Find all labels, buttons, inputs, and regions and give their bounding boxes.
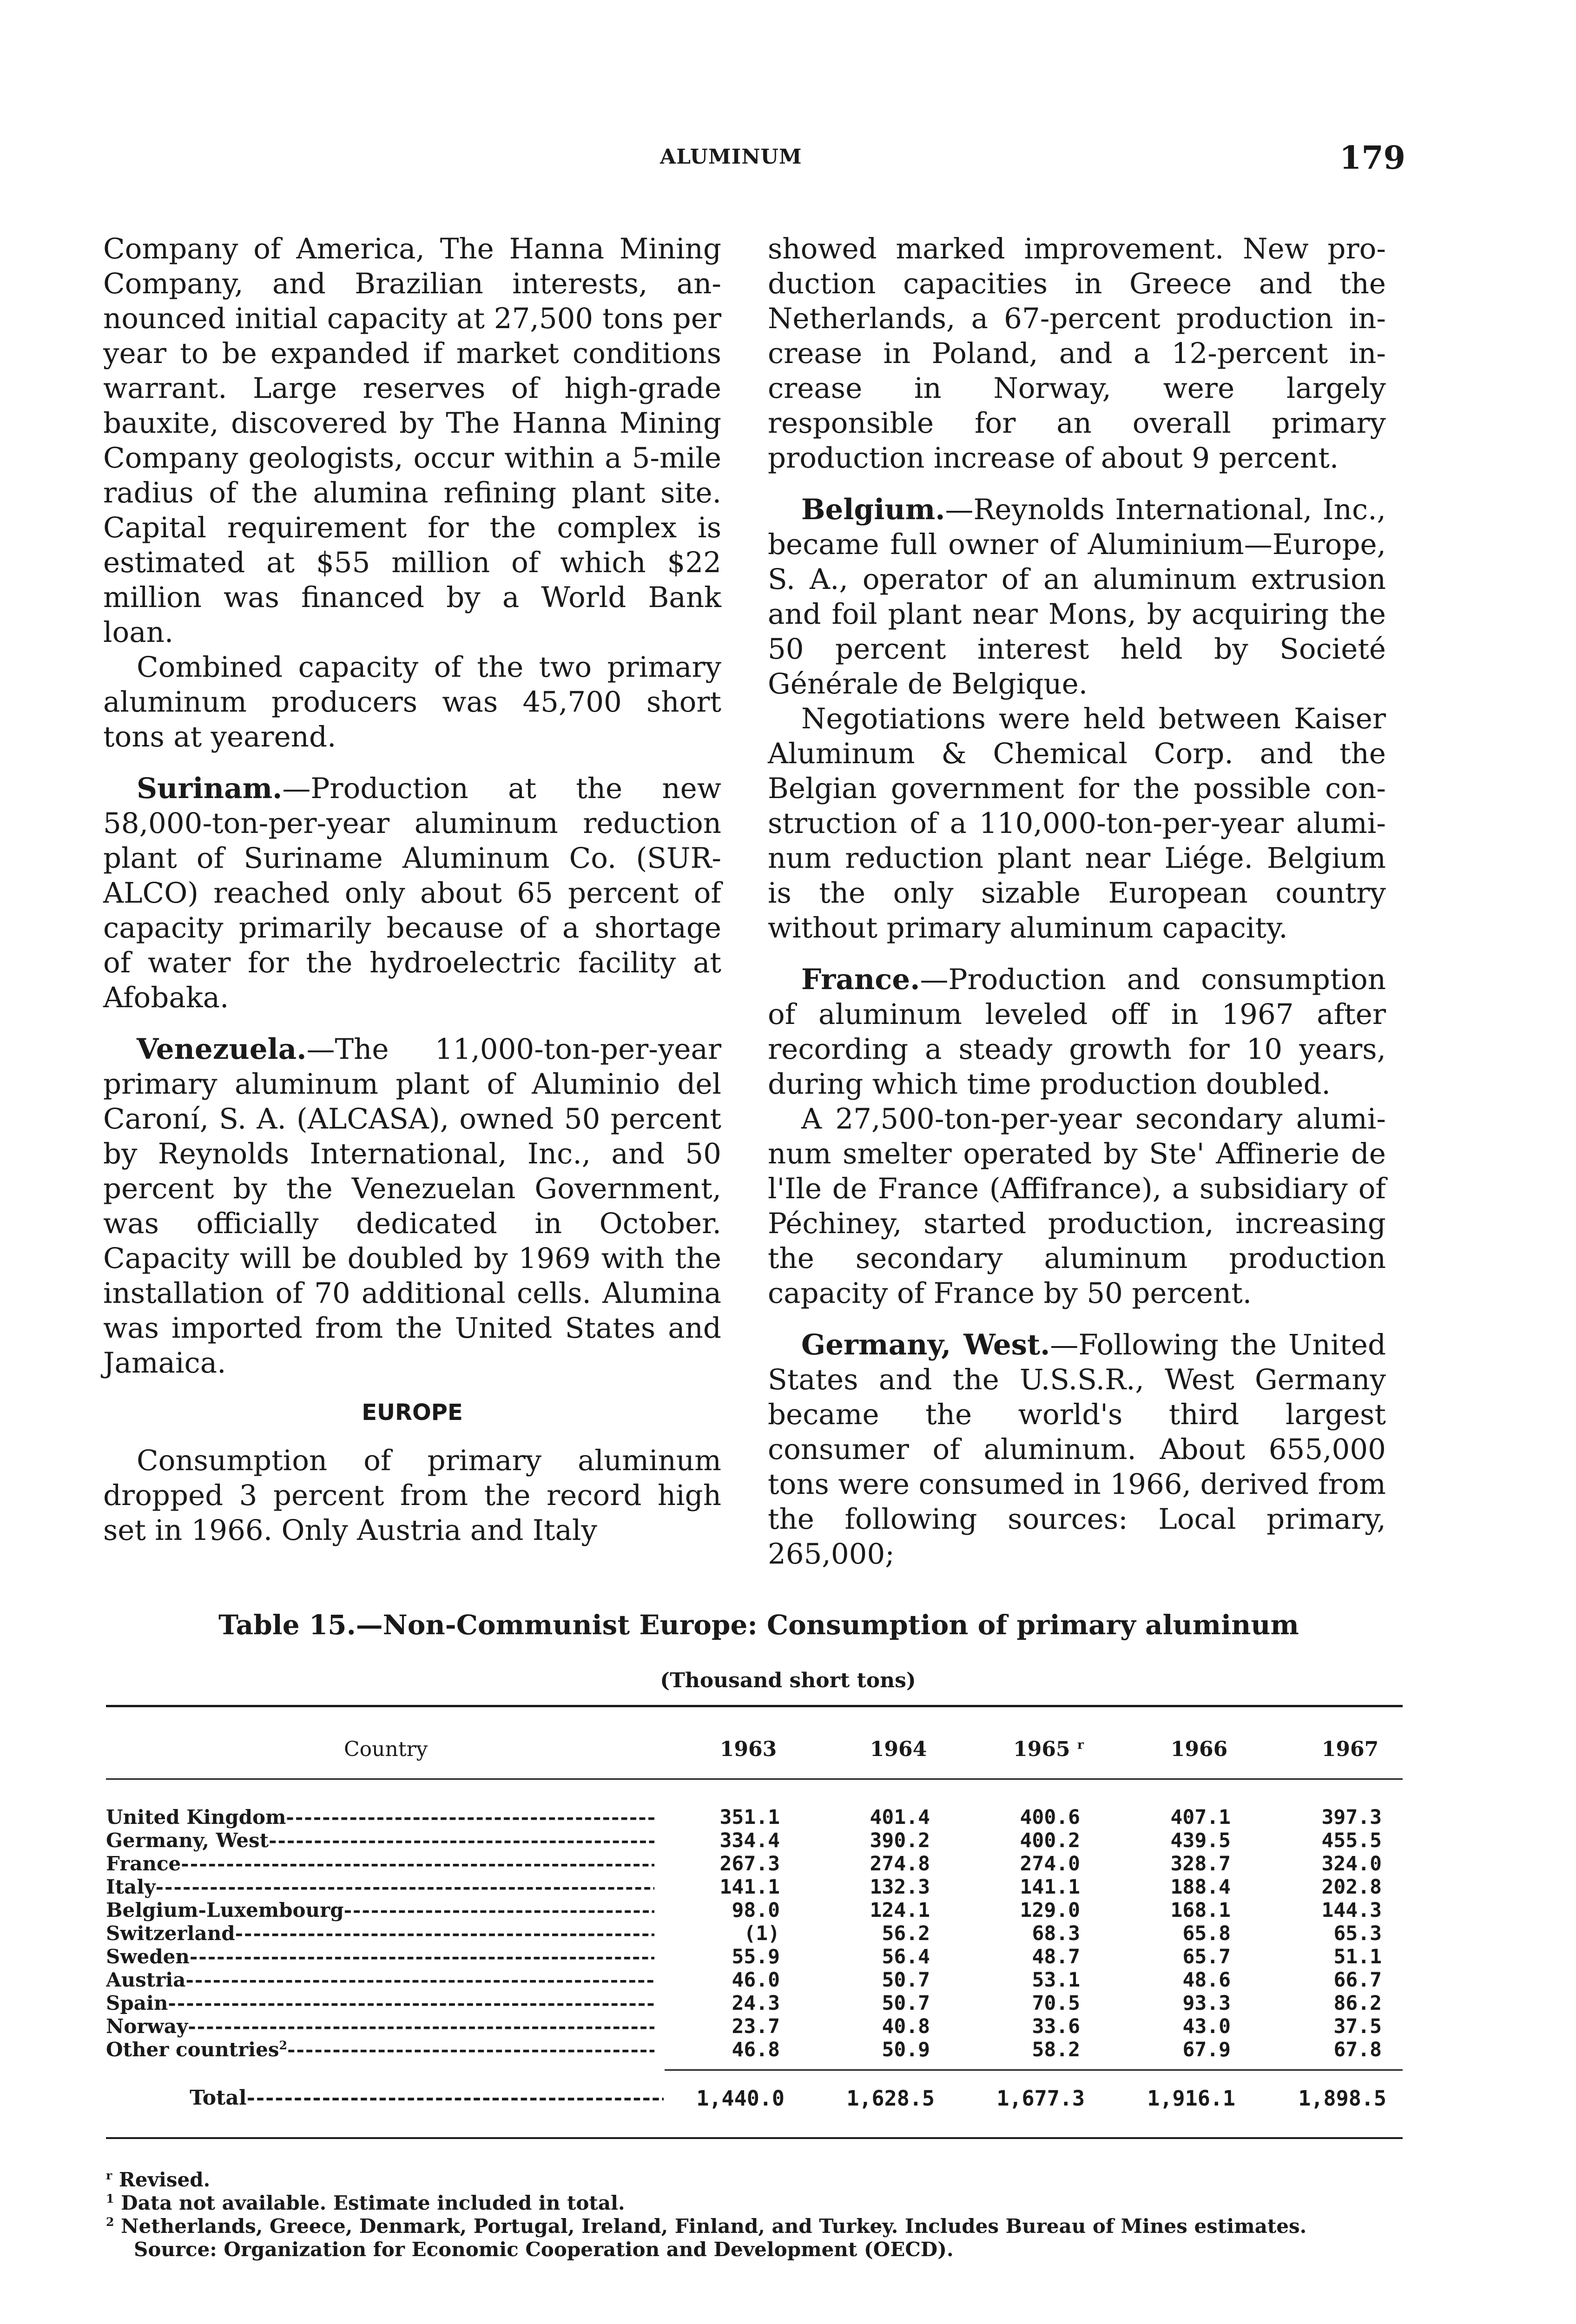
value-cell: 67.8 bbox=[1333, 2038, 1382, 2061]
country-cell bbox=[106, 1806, 654, 1829]
value-cell: 439.5 bbox=[1170, 1829, 1231, 1852]
left-column bbox=[103, 231, 721, 1548]
footnote-text: Revised. bbox=[119, 2168, 211, 2191]
paragraph-text: —Production at the new 58,000-ton-per-year aluminum reduction plant of Suriname Aluminum Co. (SURALCO) reached only about 65 percent of capacity primarily because of a shortage of water for the hydroelectric facility at Afobaka. bbox=[103, 772, 721, 1014]
paragraph: Company of America, The Hanna Mining Company, and Brazilian interests, announced initial capacity at 27,500 tons per year to be expanded if market conditions warrant. Large reserves of high-grade bauxite, discovered by The Hanna Mining Company geologists, occur within a 5-mile radius of the alumina refining plant site. Capital requirement for the complex is estimated at $55 million of which $22 million was financed by a World Bank loan. bbox=[103, 232, 721, 649]
table-row bbox=[106, 2015, 1403, 2038]
paragraph-lead: Belgium. bbox=[801, 493, 945, 526]
paragraph: A 27,500-ton-per-year secondary aluminum smelter operated by Ste' Affinerie de l'Ile de France (Affifrance), a subsidiary of Péchiney, started production, increasing the secondary aluminum production capacity of France by 50 percent. bbox=[768, 1103, 1386, 1310]
paragraph-text: —Reynolds International, Inc., became full owner of Aluminium—Europe, S. A., operator of an aluminum extrusion and foil plant near Mons, by acquiring the 50 percent interest held by Societé Générale de Belgique. bbox=[768, 493, 1386, 700]
country-name: Belgium-Luxembourg bbox=[106, 1899, 344, 1921]
country-name: Other countries bbox=[106, 2038, 279, 2061]
column-header-1963: 1963 bbox=[719, 1737, 777, 1761]
paragraph-germany bbox=[768, 1327, 1386, 1571]
value-cell: 66.7 bbox=[1333, 1968, 1382, 1992]
table-row bbox=[106, 1852, 1403, 1875]
country-name: Italy bbox=[106, 1875, 156, 1898]
country-name: Spain bbox=[106, 1992, 168, 2014]
table-row bbox=[106, 2038, 1403, 2061]
country-name: United Kingdom bbox=[106, 1806, 286, 1829]
paragraph: showed marked improvement. New production capacities in Greece and the Netherlands, a 67-percent production increase in Poland, and a 12-percent increase in Norway, were largely responsible for an overall primary production increase of about 9 percent. bbox=[768, 232, 1386, 475]
column-header-1966: 1966 bbox=[1170, 1737, 1228, 1761]
value-cell: 50.7 bbox=[882, 1968, 930, 1992]
column-header-year: 1965 bbox=[1013, 1737, 1070, 1761]
value-cell: 400.2 bbox=[1020, 1829, 1080, 1852]
paragraph-lead: Germany, West. bbox=[801, 1328, 1050, 1361]
paragraph-venezuela bbox=[103, 1032, 721, 1380]
value-cell: 390.2 bbox=[870, 1829, 930, 1852]
paragraph-lead: Venezuela. bbox=[137, 1033, 307, 1066]
value-cell: 50.7 bbox=[882, 1992, 930, 2015]
value-cell: 334.4 bbox=[719, 1829, 780, 1852]
country-cell bbox=[106, 1829, 654, 1852]
column-header-1964: 1964 bbox=[870, 1737, 927, 1761]
table-top-rule bbox=[106, 1705, 1403, 1707]
value-cell: (1) bbox=[744, 1922, 780, 1945]
value-cell: 351.1 bbox=[719, 1806, 780, 1829]
total-cell: 1,440.0 bbox=[696, 2086, 785, 2111]
running-head: ALUMINUM bbox=[660, 145, 802, 169]
section-heading: EUROPE bbox=[362, 1400, 463, 1426]
value-cell: 144.3 bbox=[1321, 1899, 1382, 1922]
table-unit: (Thousand short tons) bbox=[660, 1669, 916, 1692]
total-cell: 1,628.5 bbox=[846, 2086, 935, 2111]
value-cell: 274.8 bbox=[870, 1852, 930, 1875]
value-cell: 168.1 bbox=[1170, 1899, 1231, 1922]
paragraph-belgium bbox=[768, 492, 1386, 701]
value-cell: 274.0 bbox=[1020, 1852, 1080, 1875]
table-title: Table 15.—Non-Communist Europe: Consumption of primary aluminum bbox=[218, 1609, 1299, 1641]
column-header-1965 bbox=[979, 1737, 1118, 1761]
footnote-marker: 1 bbox=[106, 2192, 114, 2205]
footnote-marker: 2 bbox=[279, 2038, 288, 2052]
footnote-2 bbox=[106, 2215, 1403, 2238]
table-row bbox=[106, 1968, 1403, 1992]
value-cell: 324.0 bbox=[1321, 1852, 1382, 1875]
paragraph-text: —The 11,000-ton-per-year primary aluminum plant of Aluminio del Caroní, S. A. (ALCASA), owned 50 percent by Reynolds International, Inc., and 50 percent by the Venezuelan Government, was officially dedicated in October. Capacity will be doubled by 1969 with the installation of 70 additional cells. Alumina was imported from the United States and Jamaica. bbox=[103, 1033, 721, 1380]
country-cell bbox=[106, 1945, 654, 1968]
country-cell bbox=[106, 1852, 654, 1875]
paragraph-text: —Production and consumption of aluminum leveled off in 1967 after recording a steady growth for 10 years, during which time production doubled. bbox=[768, 963, 1386, 1101]
paragraph-lead: France. bbox=[801, 963, 920, 996]
value-cell: 397.3 bbox=[1321, 1806, 1382, 1829]
table-header-rule bbox=[106, 1778, 1403, 1780]
value-cell: 141.1 bbox=[1020, 1875, 1080, 1899]
value-cell: 202.8 bbox=[1321, 1875, 1382, 1899]
value-cell: 65.3 bbox=[1333, 1922, 1382, 1945]
table-row bbox=[106, 1829, 1403, 1852]
paragraph-lead: Surinam. bbox=[137, 772, 283, 805]
footnote-marker: 2 bbox=[106, 2215, 114, 2229]
value-cell: 43.0 bbox=[1182, 2015, 1231, 2038]
value-cell: 46.8 bbox=[732, 2038, 780, 2061]
value-cell: 67.9 bbox=[1182, 2038, 1231, 2061]
country-name: Germany, West bbox=[106, 1829, 269, 1852]
value-cell: 68.3 bbox=[1032, 1922, 1080, 1945]
table-row bbox=[106, 1992, 1403, 2015]
value-cell: 58.2 bbox=[1032, 2038, 1080, 2061]
country-name: Austria bbox=[106, 1968, 186, 1991]
value-cell: 132.3 bbox=[870, 1875, 930, 1899]
total-cell: 1,677.3 bbox=[996, 2086, 1085, 2111]
value-cell: 33.6 bbox=[1032, 2015, 1080, 2038]
value-cell: 141.1 bbox=[719, 1875, 780, 1899]
column-header-1967: 1967 bbox=[1321, 1737, 1379, 1761]
paragraph-france bbox=[768, 962, 1386, 1102]
value-cell: 48.6 bbox=[1182, 1968, 1231, 1992]
value-cell: 188.4 bbox=[1170, 1875, 1231, 1899]
value-cell: 400.6 bbox=[1020, 1806, 1080, 1829]
value-cell: 48.7 bbox=[1032, 1945, 1080, 1968]
value-cell: 267.3 bbox=[719, 1852, 780, 1875]
country-cell bbox=[106, 1875, 654, 1899]
country-cell bbox=[106, 2015, 654, 2038]
value-cell: 56.2 bbox=[882, 1922, 930, 1945]
value-cell: 70.5 bbox=[1032, 1992, 1080, 2015]
country-name: France bbox=[106, 1852, 181, 1875]
footnote-marker: r bbox=[106, 2168, 112, 2182]
value-cell: 51.1 bbox=[1333, 1945, 1382, 1968]
value-cell: 53.1 bbox=[1032, 1968, 1080, 1992]
footnote-text: Netherlands, Greece, Denmark, Portugal, Ireland, Finland, and Turkey. Includes Bureau of Mines estimates. bbox=[121, 2215, 1307, 2238]
value-cell: 65.7 bbox=[1182, 1945, 1231, 1968]
value-cell: 23.7 bbox=[732, 2015, 780, 2038]
footnote-1 bbox=[106, 2192, 1403, 2215]
right-column bbox=[768, 231, 1386, 1571]
table-body bbox=[106, 1806, 1403, 2061]
country-cell bbox=[106, 2038, 654, 2061]
country-cell bbox=[106, 1992, 654, 2015]
country-cell bbox=[106, 1899, 654, 1922]
table-row bbox=[106, 1875, 1403, 1899]
country-cell bbox=[106, 1968, 654, 1992]
table-row bbox=[106, 1922, 1403, 1945]
value-cell: 328.7 bbox=[1170, 1852, 1231, 1875]
country-name: Norway bbox=[106, 2015, 188, 2038]
footnotes bbox=[106, 2168, 1403, 2261]
footnote-text: Data not available. Estimate included in total. bbox=[121, 2192, 625, 2214]
value-cell: 129.0 bbox=[1020, 1899, 1080, 1922]
value-cell: 65.8 bbox=[1182, 1922, 1231, 1945]
value-cell: 46.0 bbox=[732, 1968, 780, 1992]
paragraph: Combined capacity of the two primary aluminum producers was 45,700 short tons at yearend. bbox=[103, 651, 721, 753]
value-cell: 93.3 bbox=[1182, 1992, 1231, 2015]
value-cell: 55.9 bbox=[732, 1945, 780, 1968]
value-cell: 98.0 bbox=[732, 1899, 780, 1922]
table-total-rule bbox=[665, 2069, 1403, 2071]
value-cell: 24.3 bbox=[732, 1992, 780, 2015]
value-cell: 455.5 bbox=[1321, 1829, 1382, 1852]
column-header-country: Country bbox=[344, 1737, 428, 1761]
table-row bbox=[106, 1945, 1403, 1968]
paragraph-surinam bbox=[103, 771, 721, 1015]
value-cell: 50.9 bbox=[882, 2038, 930, 2061]
total-cell: 1,898.5 bbox=[1298, 2086, 1386, 2111]
page-number: 179 bbox=[1339, 139, 1405, 177]
paragraph: Consumption of primary aluminum dropped 3 percent from the record high set in 1966. Only Austria and Italy bbox=[103, 1444, 721, 1547]
table-row bbox=[106, 1899, 1403, 1922]
value-cell: 86.2 bbox=[1333, 1992, 1382, 2015]
value-cell: 401.4 bbox=[870, 1806, 930, 1829]
total-label-text: Total bbox=[190, 2086, 247, 2110]
total-label bbox=[190, 2086, 664, 2110]
country-name: Switzerland bbox=[106, 1922, 235, 1945]
value-cell: 124.1 bbox=[870, 1899, 930, 1922]
value-cell: 56.4 bbox=[882, 1945, 930, 1968]
revised-marker: r bbox=[1077, 1737, 1084, 1752]
paragraph-text: —Following the United States and the U.S.S.R., West Germany became the world's third largest consumer of aluminum. About 655,000 tons were consumed in 1966, derived from the following sources: Local primary, 265,000; bbox=[768, 1328, 1386, 1571]
table-bottom-rule bbox=[106, 2137, 1403, 2139]
value-cell: 40.8 bbox=[882, 2015, 930, 2038]
value-cell: 37.5 bbox=[1333, 2015, 1382, 2038]
value-cell: 407.1 bbox=[1170, 1806, 1231, 1829]
table-row bbox=[106, 1806, 1403, 1829]
footnote-source: Source: Organization for Economic Cooperation and Development (OECD). bbox=[134, 2238, 954, 2261]
paragraph: Negotiations were held between Kaiser Aluminum & Chemical Corp. and the Belgian government for the possible construction of a 110,000-ton-per-year aluminum reduction plant near Liége. Belgium is the only sizable European country without primary aluminum capacity. bbox=[768, 702, 1386, 944]
country-cell bbox=[106, 1922, 654, 1945]
footnote-revised bbox=[106, 2168, 1403, 2192]
country-name: Sweden bbox=[106, 1945, 190, 1968]
total-cell: 1,916.1 bbox=[1147, 2086, 1235, 2111]
